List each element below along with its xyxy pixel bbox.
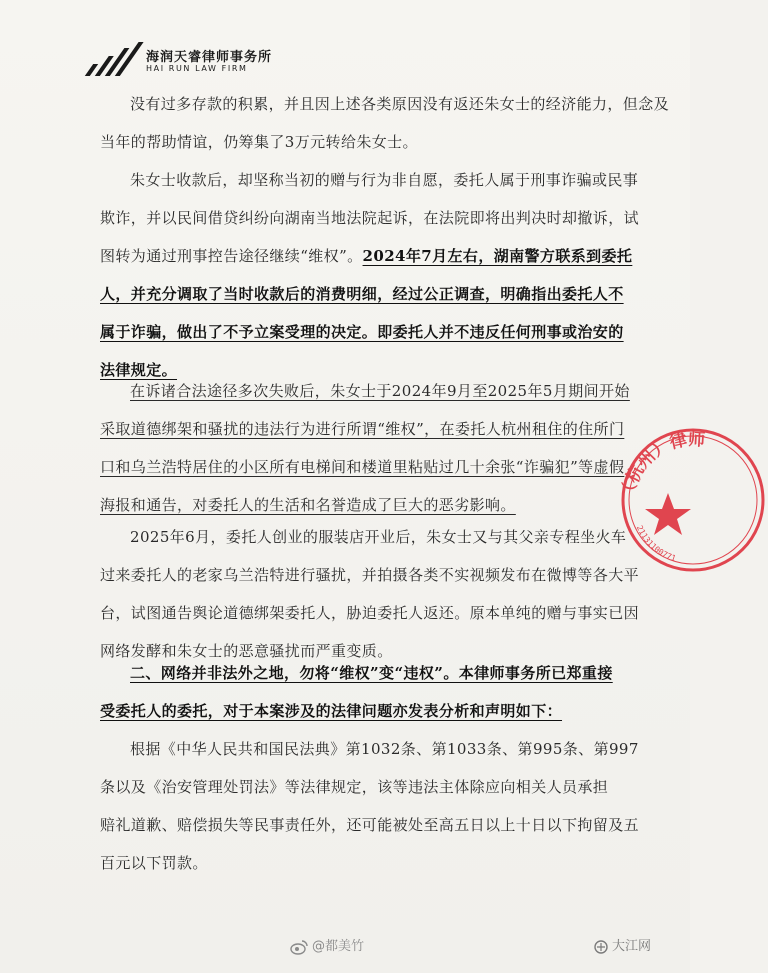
text-segment: 根据《中华人民共和国民法典》第1032条、第1033条、第995条、第997 <box>130 740 639 758</box>
text-line <box>100 518 627 556</box>
text-line <box>100 594 640 632</box>
text-line <box>100 410 625 448</box>
text-segment: 属于诈骗，做出了不予立案受理的决定。即委托人并不违反任何刑事或治安的 <box>100 323 624 341</box>
text-line <box>100 123 600 161</box>
svg-text:（杭州）律师 <box>618 429 706 502</box>
firm-name-en: HAI RUN LAW FIRM <box>146 64 248 73</box>
text-line <box>100 556 640 594</box>
text-segment: 在诉诸合法途径多次失败后，朱女士于2024年9月至2025年5月期间开始 <box>130 382 630 400</box>
text-segment: 法律规定。 <box>100 361 178 379</box>
text-segment: 赔礼道歉、赔偿损失等民事责任外，还可能被处至高五日以上十日以下拘留及五 <box>100 816 640 834</box>
text-line <box>100 161 639 199</box>
source-name: 大江网 <box>612 939 652 954</box>
text-line <box>100 448 625 486</box>
text-line <box>100 654 613 692</box>
source-watermark <box>594 935 651 957</box>
text-line <box>100 372 630 410</box>
text-line <box>100 237 633 275</box>
paragraph-1 <box>100 85 670 161</box>
stamp-code: 21131100771 <box>634 523 677 564</box>
paragraph-4 <box>100 518 640 670</box>
weibo-icon <box>290 939 308 955</box>
text-line <box>100 692 600 730</box>
law-firm-logo-icon <box>104 40 144 80</box>
text-segment: 网络发酵和朱女士的恶意骚扰而严重变质。 <box>100 642 393 660</box>
text-segment: 2024年7月左右，湖南警方联系到委托 <box>362 247 633 265</box>
paragraph-6 <box>100 730 640 882</box>
firm-name-cn: 海润天睿律师事务所 <box>146 50 273 65</box>
paragraph-section-heading <box>100 654 613 730</box>
text-segment: 欺诈，并以民间借贷纠纷向湖南当地法院起诉，在法院即将出判决时却撤诉，试 <box>100 209 640 227</box>
text-segment: 口和乌兰浩特居住的小区所有电梯间和楼道里粘贴过几十余张“诈骗犯”等虚假 <box>100 458 625 476</box>
text-segment: 当年的帮助情谊，仍筹集了3万元转给朱女士。 <box>100 133 418 151</box>
star-icon <box>645 493 691 535</box>
weibo-watermark <box>290 935 364 957</box>
text-segment: 过来委托人的老家乌兰浩特进行骚扰，并拍摄各类不实视频发布在微博等各大平 <box>100 566 640 584</box>
text-line <box>100 85 670 123</box>
paragraph-2 <box>100 161 640 389</box>
text-segment: 二、网络并非法外之地，勿将“维权”变“违权”。本律师事务所已郑重接 <box>130 664 613 682</box>
official-seal-stamp <box>618 425 768 575</box>
text-line <box>100 768 609 806</box>
text-segment: 朱女士收款后，却坚称当初的赠与行为非自愿，委托人属于刑事诈骗或民事 <box>130 171 639 189</box>
stamp-text: （杭州）律师 <box>618 429 706 502</box>
text-segment: 受委托人的委托，对于本案涉及的法律问题亦发表分析和声明如下： <box>100 702 563 720</box>
source-logo-icon <box>594 940 608 954</box>
text-segment: 百元以下罚款。 <box>100 854 208 872</box>
text-segment: 条以及《治安管理处罚法》等法律规定，该等违法主体除应向相关人员承担 <box>100 778 609 796</box>
text-line <box>100 199 640 237</box>
weibo-handle: @都美竹 <box>312 939 365 954</box>
text-segment: 海报和通告，对委托人的生活和名誉造成了巨大的恶劣影响。 <box>100 496 516 514</box>
text-segment: 2025年6月，委托人创业的服装店开业后，朱女士又与其父亲专程坐火车 <box>130 528 627 546</box>
text-line <box>100 806 640 844</box>
text-segment: 台，试图通告舆论道德绑架委托人，胁迫委托人返还。原本单纯的赠与事实已因 <box>100 604 640 622</box>
text-segment: 人，并充分调取了当时收款后的消费明细，经过公正调查，明确指出委托人不 <box>100 285 624 303</box>
text-line <box>100 730 639 768</box>
text-line <box>100 313 624 351</box>
paragraph-3 <box>100 372 630 524</box>
text-segment: 图转为通过刑事控告途径继续“维权”。 <box>100 247 363 265</box>
text-line <box>100 275 624 313</box>
text-line <box>100 844 600 882</box>
text-segment: 没有过多存款的积累，并且因上述各类原因没有返还朱女士的经济能力，但念及 <box>130 95 670 113</box>
text-segment: 采取道德绑架和骚扰的违法行为进行所谓“维权”，在委托人杭州租住的住所门 <box>100 420 625 438</box>
